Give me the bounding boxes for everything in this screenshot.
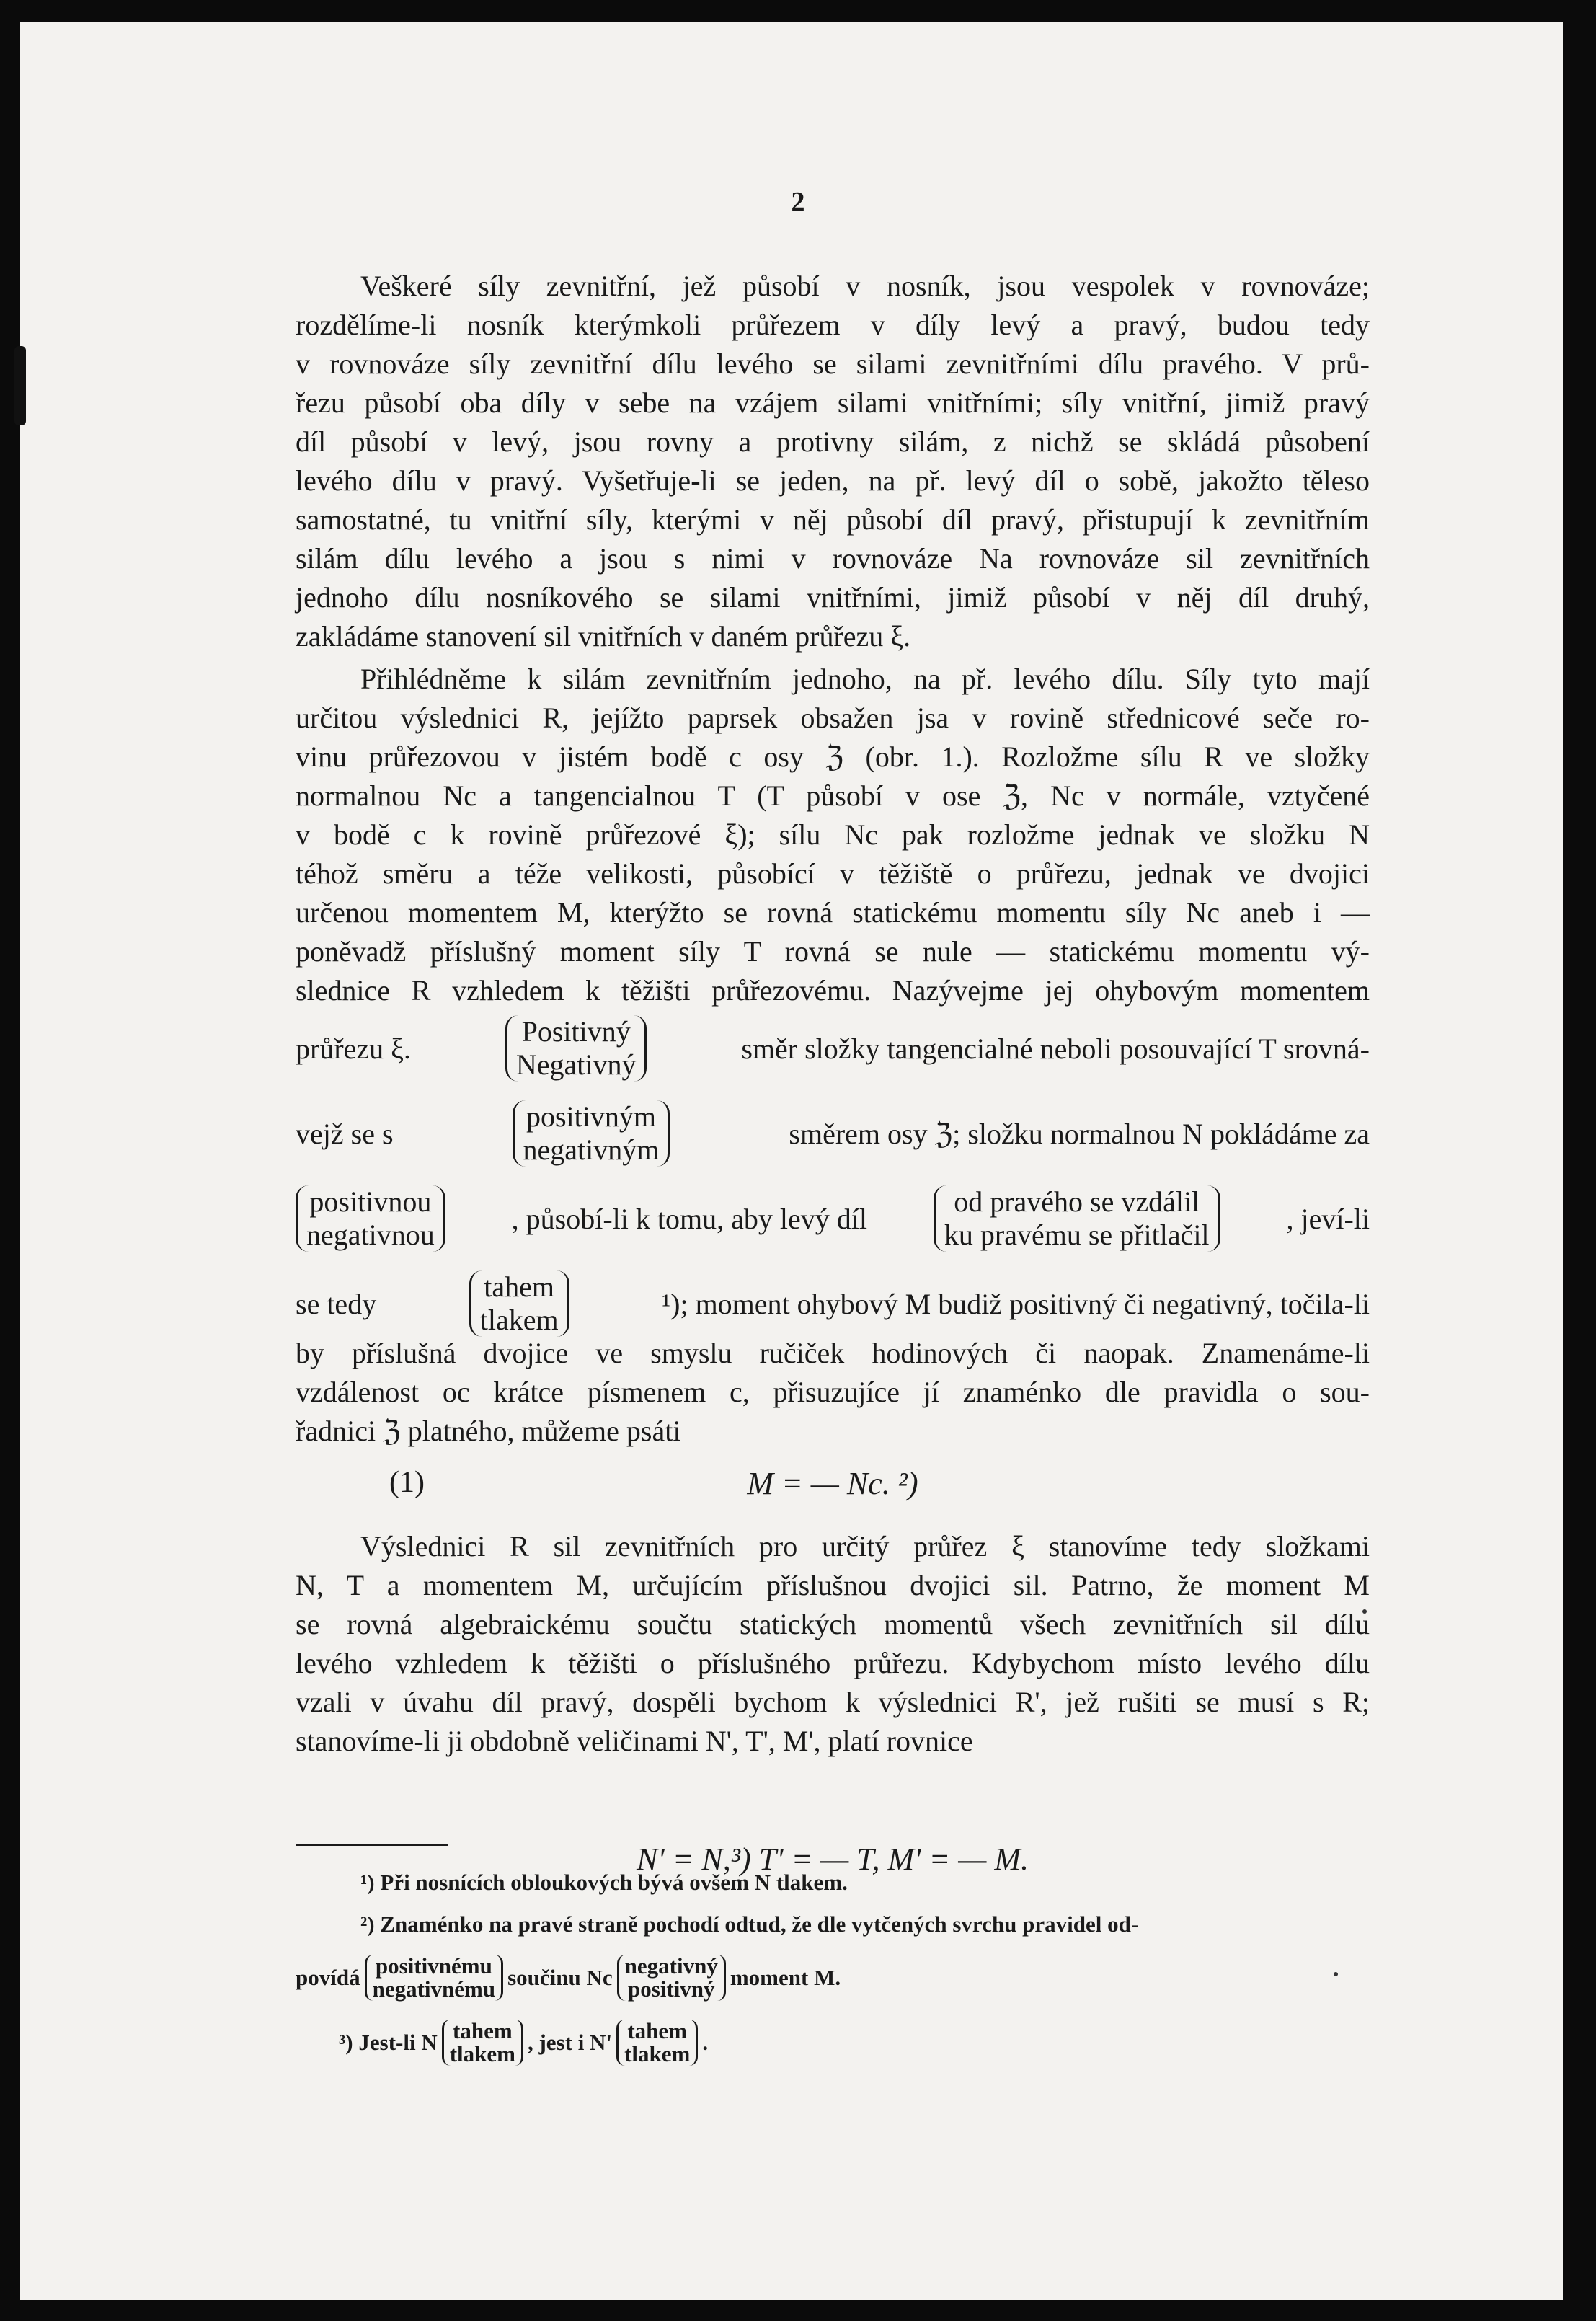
- curly-brace-group: [934, 1185, 1220, 1252]
- paragraph-1: [296, 267, 1370, 656]
- curly-brace-group: [513, 1100, 670, 1167]
- brace-row-text: , působí-li k tomu, aby levý díl: [511, 1202, 867, 1235]
- brace-option: negativným: [523, 1133, 660, 1166]
- brace-option: positivným: [526, 1100, 656, 1133]
- brace-option: od pravého se vzdálil: [954, 1185, 1200, 1218]
- text-line: stanovíme-li ji obdobně veličinami N', T', M', platí rovnice: [296, 1725, 973, 1757]
- curly-brace-group: [616, 2020, 698, 2066]
- text-line: slednice R vzhledem k těžišti průřezovému. Nazývejme jej ohybovým momentem: [296, 974, 1370, 1007]
- brace-option: tahem: [627, 2018, 688, 2043]
- brace-option: positivný: [627, 1976, 715, 2002]
- text-line: silám dílu levého a jsou s nimi v rovnováze Na rovnováze sil zevnitřních: [296, 542, 1370, 575]
- paragraph-3: [296, 1334, 1370, 1451]
- text-line: řadnici ℨ platného, můžeme psáti: [296, 1415, 681, 1447]
- footnotes: [296, 1862, 1370, 2075]
- curly-brace-group: [442, 2020, 523, 2066]
- text-line: N, T a momentem M, určujícím příslušnou dvojici sil. Patrno, že moment M: [296, 1569, 1370, 1601]
- text-line: jednoho dílu nosníkového se silami vnitřními, jimiž působí v něj díl druhý,: [296, 581, 1370, 614]
- text-line: normalnou Nc a tangencialnou T (T působí v ose ℨ, Nc v normále, vztyčené: [296, 779, 1370, 812]
- text-line: díl působí v levý, jsou rovny a protivny silám, z nichž se skládá působení: [296, 425, 1370, 458]
- text-line: by příslušná dvojice ve smyslu ručiček hodinových či naopak. Znamenáme-li: [296, 1337, 1370, 1369]
- footnote-text: povídá: [296, 1965, 360, 1990]
- text-line: vzdálenost oc krátce písmenem c, přisuzujíce jí znaménko dle pravidla o sou-: [296, 1376, 1370, 1408]
- text-line: samostatné, tu vnitřní síly, kterými v něj působí díl pravý, přistupují k zevnitřním: [296, 503, 1370, 536]
- curly-brace-group: [365, 1955, 504, 2001]
- text-line: se rovná algebraickému součtu statických momentů všech zevnitřních sil dílu: [296, 1608, 1370, 1640]
- text-line: zakládáme stanovení sil vnitřních v daném průřezu ξ.: [296, 620, 911, 653]
- brace-option: tahem: [484, 1270, 555, 1303]
- footnote-text: .: [702, 2030, 709, 2055]
- text-line: řezu působí oba díly v sebe na vzájem silami vnitřními; síly vnitřní, jimiž pravý: [296, 386, 1370, 419]
- text-line: vinu průřezovou v jistém bodě c osy ℨ (obr. 1.). Rozložme sílu R ve složky: [296, 740, 1370, 773]
- text-line: levého vzhledem k těžišti o příslušného průřezu. Kdybychom místo levého dílu: [296, 1647, 1370, 1679]
- curly-brace-group: [469, 1270, 569, 1337]
- text-line: v bodě c k rovině průřezové ξ); sílu Nc pak rozložme jednak ve složku N: [296, 818, 1370, 851]
- footnote-2-brace-line: [296, 1945, 1370, 2010]
- paragraph-4: [296, 1527, 1370, 1761]
- brace-option: tahem: [453, 2018, 513, 2043]
- curly-brace-group: [505, 1015, 647, 1082]
- brace-option: Positivný: [521, 1015, 631, 1048]
- curly-brace-group: [296, 1185, 445, 1252]
- text-line: vzali v úvahu díl pravý, dospěli bychom k výslednici R', jež rušiti se musí s R;: [296, 1686, 1370, 1718]
- brace-option: ku pravému se přitlačil: [944, 1219, 1210, 1251]
- brace-option: negativnou: [306, 1219, 435, 1251]
- brace-row-1: [296, 1006, 1370, 1091]
- brace-row-text: ¹); moment ohybový M budiž positivný či negativný, točila-li: [662, 1287, 1370, 1320]
- brace-option: positivnému: [375, 1953, 492, 1979]
- text-line: Výslednici R sil zevnitřních pro určitý průřez ξ stanovíme tedy složkami: [360, 1530, 1370, 1562]
- text-line: poněvadž příslušný moment síly T rovná se nule — statickému momentu vý-: [296, 935, 1370, 968]
- text-line: Veškeré síly zevnitřní, jež působí v nosník, jsou vespolek v rovnováze;: [360, 270, 1370, 302]
- brace-option: negativnému: [372, 1976, 496, 2002]
- page-number: 2: [791, 187, 805, 217]
- footnote-1: ¹) Při nosnících obloukových bývá ovšem N tlakem.: [360, 1870, 848, 1895]
- brace-row-text: , jeví-li: [1286, 1202, 1370, 1235]
- brace-row-text: směrem osy ℨ; složku normalnou N pokládáme za: [789, 1117, 1370, 1150]
- equation-body: M = — Nc. ²): [747, 1466, 918, 1501]
- equation-1: [296, 1455, 1370, 1516]
- footnote-rule: [296, 1844, 448, 1846]
- text-line: v rovnováze síly zevnitřní dílu levého se silami zevnitřními dílu pravého. V prů-: [296, 348, 1370, 380]
- text-line: rozdělíme-li nosník kterýmkoli průřezem v díly levý a pravý, budou tedy: [296, 309, 1370, 341]
- curly-brace-group: [617, 1955, 726, 2001]
- equation-number: (1): [389, 1466, 425, 1499]
- text-line: určenou momentem M, kterýžto se rovná statickému momentu síly Nc aneb i —: [296, 896, 1370, 929]
- brace-option: positivnou: [309, 1185, 432, 1218]
- text-line: určitou výslednici R, jejížto paprsek obsažen jsa v rovině střednicové seče ro-: [296, 702, 1370, 734]
- brace-block: [296, 1006, 1370, 1346]
- equation-body: N' = N,³) T' = — T, M' = — M.: [636, 1842, 1029, 1877]
- paragraph-2: [296, 660, 1370, 1010]
- brace-option: tlakem: [624, 2041, 691, 2066]
- footnote-3: [296, 2010, 1370, 2075]
- brace-row-text: vejž se s: [296, 1117, 394, 1150]
- footnote-text: moment M.: [730, 1965, 841, 1990]
- text-line: téhož směru a téže velikosti, působící v těžiště o průřezu, jednak ve dvojici: [296, 857, 1370, 890]
- brace-row-text: průřezu ξ.: [296, 1032, 411, 1065]
- brace-option: tlakem: [449, 2041, 515, 2066]
- brace-row-2: [296, 1091, 1370, 1176]
- brace-row-3: [296, 1176, 1370, 1261]
- footnote-text: součinu Nc: [507, 1965, 613, 1990]
- footnote-text: ³) Jest-li N: [339, 2030, 438, 2055]
- brace-option: tlakem: [479, 1304, 559, 1336]
- text-line: levého dílu v pravý. Vyšetřuje-li se jeden, na př. levý díl o sobě, jakožto těleso: [296, 464, 1370, 497]
- footnote-2: ²) Znaménko na pravé straně pochodí odtud, že dle vytčených svrchu pravidel od-: [360, 1911, 1139, 1937]
- brace-option: Negativný: [515, 1048, 637, 1081]
- brace-row-text: se tedy: [296, 1287, 377, 1320]
- footnote-text: , jest i N': [527, 2030, 613, 2055]
- text-line: Přihlédněme k silám zevnitřním jednoho, na př. levého dílu. Síly tyto mají: [360, 663, 1370, 695]
- binding-mark: [14, 346, 26, 425]
- brace-option: negativný: [624, 1953, 718, 1979]
- brace-row-text: směr složky tangencialné neboli posouvající T srovná-: [741, 1032, 1370, 1065]
